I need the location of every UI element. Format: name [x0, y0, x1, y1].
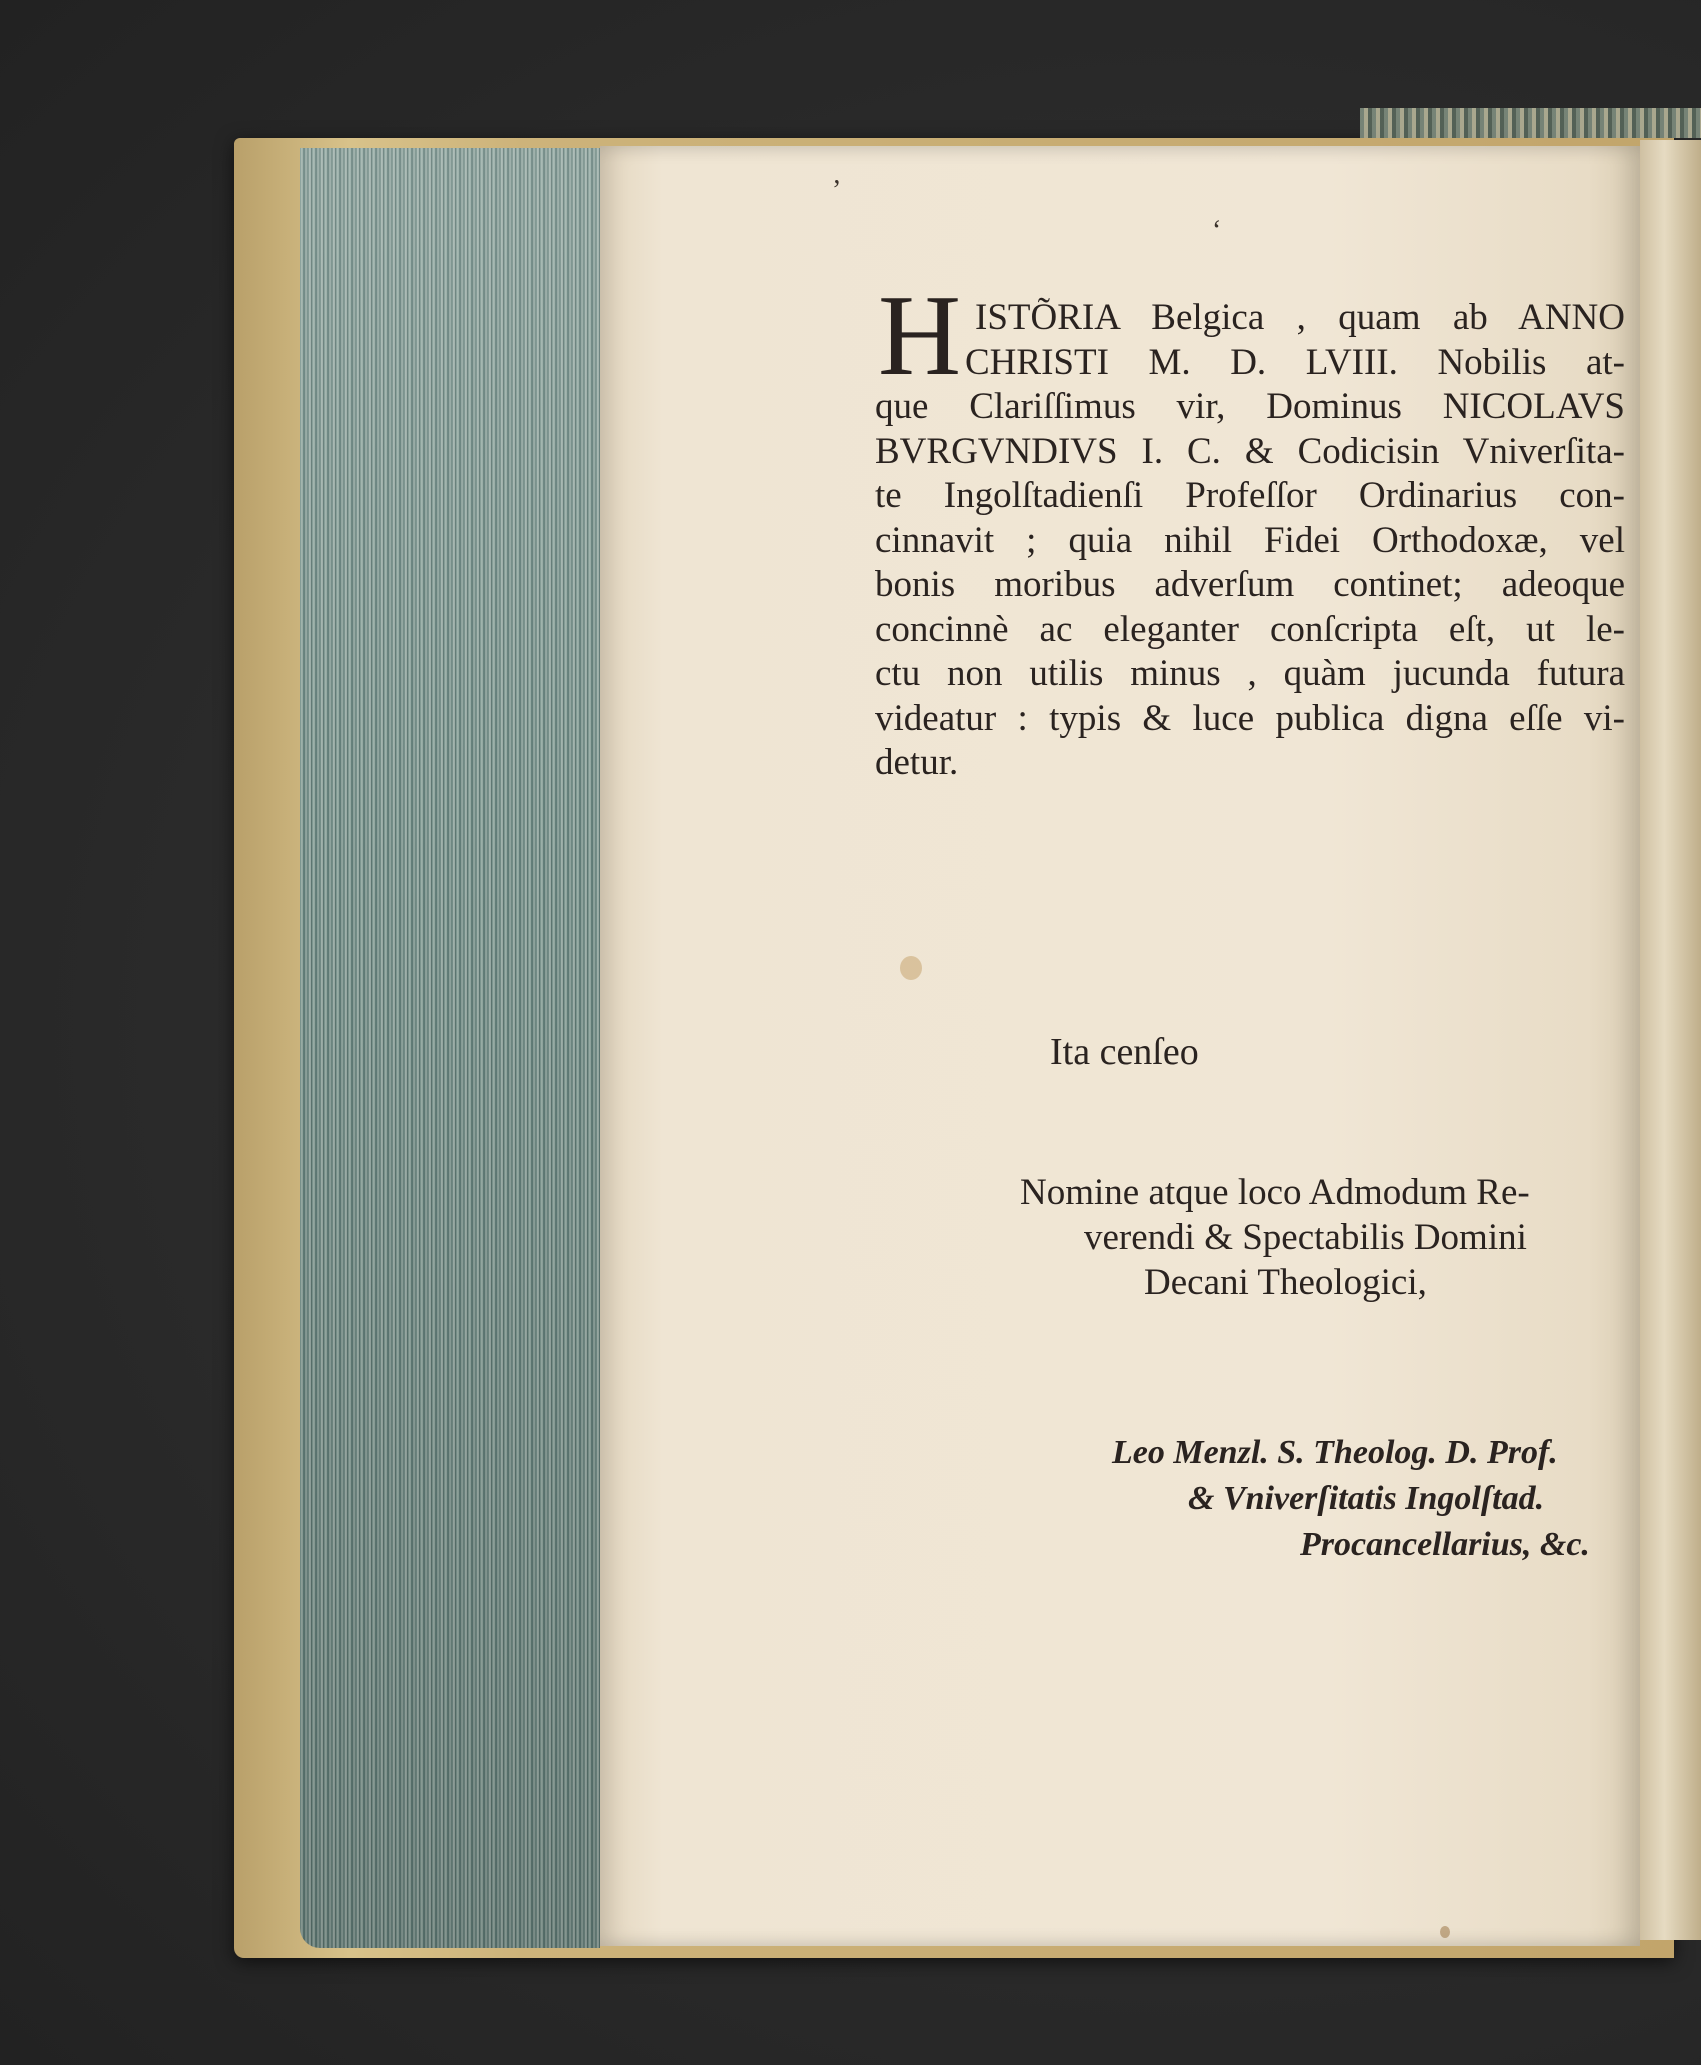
ita-censeo: Ita cenſeo — [1050, 1031, 1199, 1073]
paper-stain — [1440, 1926, 1450, 1938]
signature-line: & Vniverſitatis Ingolſtad. — [1188, 1480, 1545, 1517]
facing-page-edge — [1640, 140, 1701, 1940]
paragraph-line: ISTÕRIA Belgica , quam ab ANNO — [975, 297, 1625, 338]
paragraph-line: bonis moribus adverſum continet; adeoque — [875, 564, 1625, 605]
paragraph-line: CHRISTI M. D. LVIII. Nobilis at- — [965, 341, 1625, 383]
paragraph-line: que Clariſſimus vir, Dominus NICOLAVS — [875, 386, 1625, 427]
drop-cap: H — [878, 272, 962, 399]
paragraph-line: detur. — [875, 742, 959, 783]
paragraph-line: videatur : typis & luce publica digna eſſe vi- — [875, 697, 1625, 739]
nomine-line: verendi & Spectabilis Domini — [1084, 1217, 1527, 1258]
page-edges-shading — [300, 148, 600, 1948]
paper-mark: ‘ — [1212, 215, 1222, 246]
paper-stain — [900, 956, 922, 980]
nomine-line: Decani Theologici, — [1144, 1262, 1427, 1303]
signature-line: Procancellarius, &c. — [1300, 1526, 1590, 1563]
paragraph-line: BVRGVNDIVS I. C. & Codicisin Vniverſita- — [875, 430, 1625, 472]
paragraph-line: concinnè ac eleganter conſcripta eſt, ut le- — [875, 608, 1625, 650]
paragraph-line: te Ingolſtadienſi Profeſſor Ordinarius con- — [875, 475, 1625, 516]
paragraph-line: cinnavit ; quia nihil Fidei Orthodoxæ, vel — [875, 519, 1625, 561]
paper-mark: ’ — [832, 175, 842, 206]
signature-line: Leo Menzl. S. Theolog. D. Prof. — [1112, 1434, 1558, 1471]
nomine-line: Nomine atque loco Admodum Re- — [1020, 1172, 1530, 1213]
spine-headband — [1360, 108, 1701, 138]
approbation-paragraph — [875, 296, 1625, 786]
nomine-block — [1020, 1170, 1620, 1305]
paragraph-line: ctu non utilis minus , quàm jucunda futura — [875, 653, 1625, 694]
signature-block — [1100, 1430, 1620, 1568]
